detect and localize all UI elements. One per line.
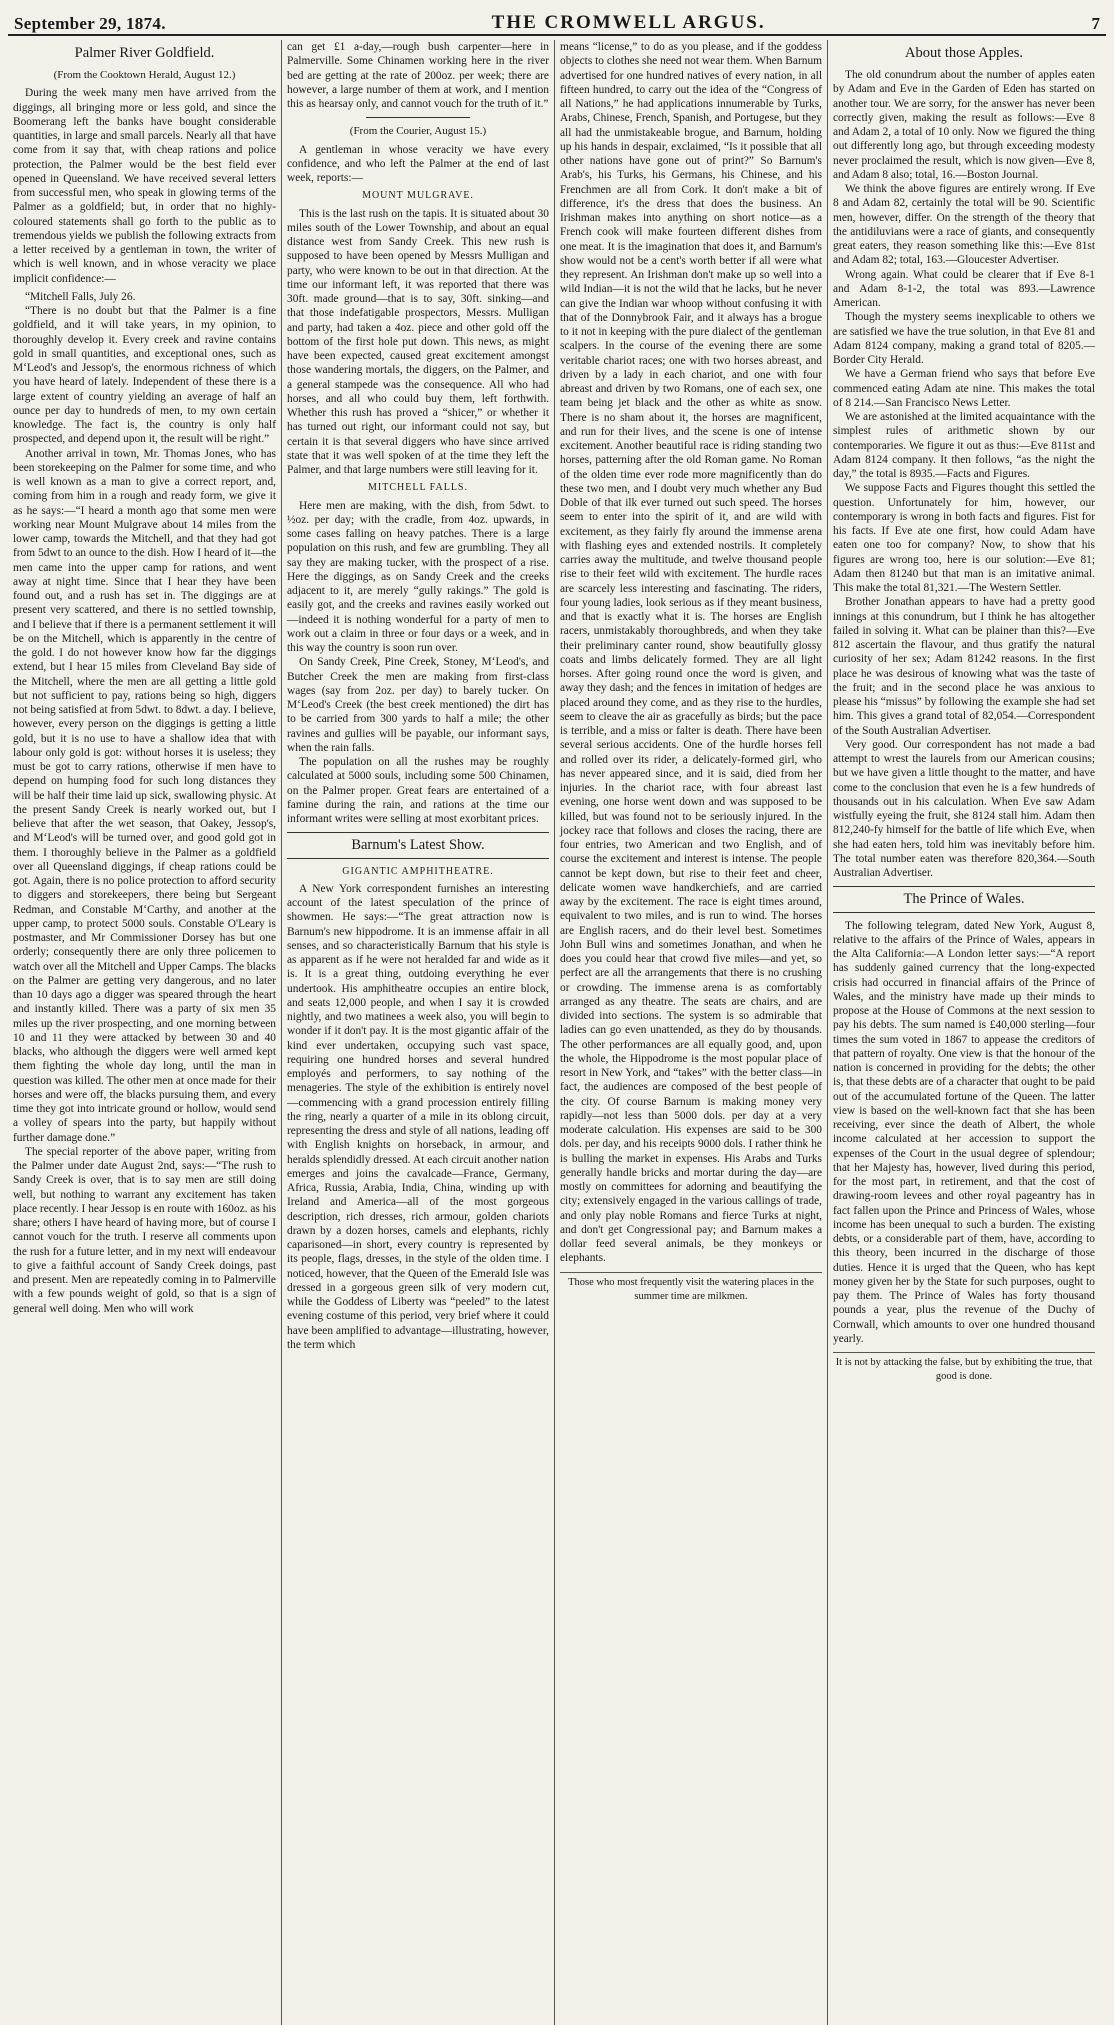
prince-heading: The Prince of Wales. bbox=[833, 886, 1095, 912]
apples-paragraph: Wrong again. What could be clearer that if Eve 8-1 and Adam 8-1-2, the total was 893.—Lawrence American. bbox=[833, 268, 1095, 309]
apples-paragraph: We suppose Facts and Figures thought this settled the question. Unfortunately for him, however, our contemporary is wrong in both facts and figures. Fist for his facts. If Eve ate one first, how could Adam have eaten one too for company? Now, to show that his figures are wrong too, here is our solution:—Eve 81; Adam then 81240 but that man is an imitative animal. This make the total 81,321.—The Western Settler. bbox=[833, 482, 1095, 594]
palmer-paragraph: Another arrival in town, Mr. Thomas Jones, who has been storekeeping on the Palmer for some time, and who is well known as a man to give a correct report, and, coming from him in a rough and ready form, we give it as he says:—“I heard a month ago that some men were working near Mount Mulgrave about 14 miles from the lower camp, towards the Mitchell, and that they had got from 5dwt to an ounce to the dish. How I heard of it—the men came into the upper camp for rations, and went away at night time. Since that I hear they have been found out, and a rush has set in. The diggings are at present very scattered, and there is no settled township, and I believe that if there is a permanent settlement it will be on the Mitchell, which is apparently in the centre of the gold. I do not however know how far the diggings extend, but I hear 15 miles from Cleveland Bay side of the Mitchell, where the men are all getting a little gold but not sufficient to pay, rations being so high, diggers not being satisfied at from 5dwt. to 8dwt. a day. I believe, however, every person on the diggings is getting a little gold, but it is no use to have a shallow idea that with labour only gold is got: without horses it is useless; they must be got to carry rations, otherwise if men have to depend on humping food for such long distances they will be half their time laid up sick, swallowing physic. At the present Sandy Creek is nearly worked out, but I believe that after the wet season, that Oakey, Jessop's, and M‘Leod's will be turned over, and good gold got in them. I thoroughly believe in the Palmer as a goldfield over all Queensland diggings, if cheap rations could be got. Again, there is no police protection to afford security to diggers and storekeepers, there being but Sergeant Redman, and Constable M‘Carthy, and another at the upper camp, to protect 5000 souls. Constable O'Leary is postmaster, and Mr Commissioner Dorsey has but one orderly; consequently there are only three policemen to watch over all the Mitchell and Upper Camps. The blacks on the Palmer are getting very dangerous, and no later than 10 days ago a digger was speared through the heart and instantly killed. There was a party of six men 35 miles up the river prospecting, and one morning between 10 and 11 they were attacked by between 30 and 40 blacks, who although the diggers were well armed kept them fighting the whole day long, until the man in question was killed. The other men at once made for their horses and were off, the blacks pursuing them, and every time they got into intricate ground or hollow, would send a volley of spears into the party, but happily without further damage done.” bbox=[13, 447, 276, 1144]
letter-heading: “Mitchell Falls, July 26. bbox=[25, 290, 136, 303]
barnum-paragraph: A New York correspondent furnishes an interesting account of the latest speculation of the prince of showmen. He says:—“The great attraction now is Barnum's new hippodrome. It is an immense affair in all senses, and so characteristically Barnum that his style is as apparent as if he were not heralded far and wide as it is. It is a great thing, outdoing everything he ever undertook. His amphitheatre occupies an entire block, and seats 12,000 people, and when I say it is crowded nightly, and two matinees a week also, you will begin to wonder if it don't pay. It is the most gigantic affair of the kind ever undertaken, occupying such vast space, requiring one hundred horses and several hundred employés and performers, to say nothing of the menageries. The style of the exhibition is entirely novel—commencing with a grand procession entirely filling the ring, nearly a quarter of a mile in its oblong circuit, representing the dress and style of all nations, leading off with English knights on horseback, in armour, and heralds splendidly dressed. At each circuit another nation emerges and joins the cavalcade—France, Germany, Africa, Russia, Arabia, India, China, winding up with Ireland and America—all of the most gorgeous description, rich dresses, rich armour, golden chariots drawn by a dozen horses, camels and elephants, richly caparisoned—in short, every country is represented by its people, flags, dresses, in the style of the olden time. I noticed, however, that the Queen of the Emerald Isle was dressed in a gorgeous green silk of very modern cut, while the Goddess of Liberty was “peeled” to the latest evening costume of this period, very brief where it could have been amplified to advantage—illustrating, however, the term which bbox=[287, 882, 549, 1351]
apples-heading: About those Apples. bbox=[904, 45, 1023, 61]
section-divider bbox=[366, 117, 471, 118]
apples-paragraph: We think the above figures are entirely wrong. If Eve 8 and Adam 82, certainly the total will be 90. Scientific men, however, differ. On the strength of the theory that the antidiluvians were a race of giants, and consequently great eaters, they reason something like this:—Eve 81st and Adam 82; total, 163.—Gloucester Advertiser. bbox=[833, 183, 1095, 267]
palmer-paragraph: “There is no doubt but that the Palmer is a fine goldfield, and it will take years, in my opinion, to thoroughly develop it. Every creek and ravine contains gold in small quantities, and exceptional ones, such as M‘Leod's and Jessop's, the enormous richness of which you have heard of lately. Independent of these there is a large extent of country yielding an average of half an ounce per day to hundreds of men, to my own certain knowledge. The fact is, the country is only half prospected, and depend upon it, the result will be right.” bbox=[13, 305, 276, 446]
masthead bbox=[8, 4, 1106, 36]
palmer-paragraph: Here men are making, with the dish, from 5dwt. to ½oz. per day; with the cradle, from 4oz. upwards, in some cases falling on heavy patches. There is a large population on this rush, and few are grumbling. They all say they are making tucker, with the prospect of a rise. Here the diggings, as on Sandy Creek and the creeks adjacent to it, are merely “gully rakings.” The gold is easily got, and the creeks and ravines easily worked out—indeed it is nothing wonderful for a party of men to work out a claim in three or four days or a week, and in this way the country is soon run over. bbox=[287, 499, 549, 654]
apples-paragraph: We are astonished at the limited acquaintance with the simplest rules of arithmetic shown by our contemporaries. We figure it out as thus:—Eve 811st and Adam 8124 company. It then follows, “as the night the day,” the total is 8935.—Facts and Figures. bbox=[833, 411, 1095, 480]
apples-paragraph: Very good. Our correspondent has not made a bad attempt to wrest the laurels from our American cousins; but we have given a little thought to the matter, and have come to the conclusion that even he is a few hundreds of thousands out in his calculation. When Eve saw Adam wistfully eyeing the fruit, she 8124 stall him. Adam then 812,240-fy himself for the battle of life which Eve, when she had eaten hers, told him was inevitably before him. The total number eaten was therefore 820,364.—South Australian Advertiser. bbox=[833, 738, 1095, 879]
palmer-paragraph: A gentleman in whose veracity we have every confidence, and who left the Palmer at the end of last week, reports:— bbox=[287, 143, 549, 184]
column-3 bbox=[554, 40, 827, 2025]
columns bbox=[8, 40, 1106, 2025]
palmer-heading: Palmer River Goldfield. bbox=[74, 45, 215, 61]
page-number: 7 bbox=[1091, 14, 1100, 33]
apples-paragraph: The old conundrum about the number of apples eaten by Adam and Eve in the Garden of Eden has started on another tour. We are sorry, for the answer has never been correctly given, making the result as follows:—Eve 8 and Adam 2, a total of 10 only. Now we figured the thing out differently long ago, but through exceeding modesty never proclaimed the result, which is now given—Eve 8, and Adam 8 also; total, 16.—Boston Journal. bbox=[833, 69, 1095, 181]
newspaper-title: THE CROMWELL ARGUS. bbox=[491, 12, 766, 33]
palmer-paragraph: The special reporter of the above paper, writing from the Palmer under date August 2nd, says:—“The rush to Sandy Creek is over, that is to say men are still doing well, but nothing to warrant any excitement has taken place recently. I hear Jessop is en route with 160oz. as his share; others I have heard of having more, but of course I cannot vouch for the truth. I reserve all comments upon the rush for a future letter, and in my next will endeavour to give a faithful account of Sandy Creek doings, past and present. Men are repeatedly coming in to Palmerville with a few pounds weight of gold, so that is a sign of general well doing. Men who will work bbox=[13, 1145, 276, 1315]
barnum-heading: Barnum's Latest Show. bbox=[287, 832, 549, 858]
column-1 bbox=[8, 40, 281, 2025]
palmer-paragraph: On Sandy Creek, Pine Creek, Stoney, M‘Leod's, and Butcher Creek the men are making from first-class wages (say from 2oz. per day) to barely tucker. On M‘Leod's Creek (the best creek mentioned) the dirt has to be carried from 300 yards to half a mile; the other ravines and gullies will be payable, our informant says, when the rain falls. bbox=[287, 656, 549, 754]
palmer-source-courier: (From the Courier, August 15.) bbox=[349, 125, 487, 138]
filler-milkmen: Those who most frequently visit the watering places in the summer time are milkmen. bbox=[560, 1272, 822, 1305]
barnum-paragraph: means “license,” to do as you please, and if the goddess objects to clothes she need not wear them. When Barnum advertised for one hundred natives of every nation, in all fifteen hundred, to carry out the idea of the “Congress of all Nations,” he had applications innumerable by Turks, Arabs, Chinese, French, Spanish, and Portugese, but they all had the unmistakeable brogue, and Barnum, holding up his hands in despair, exclaimed, “Is it possible that all other nations have gone out of print?” So Barnum's Arab's, his Turks, his Germans, his Chinese, and his Frenchmen are all from Cork. It don't make a bit of difference, it's the dress that does the business. An Irishman makes into anything on short notice—as a French cook will make fourteen different dishes from one meat. It is the imagination that does it, and Barnum's show would not be a cent's worth better if all were what they represent. An Irishman don't make up so well into a wild Indian—it is not the wild that he lacks, but he never can give the Indian war whoop without confusing it with that of the Donnybrook Fair, and it always has a brogue to it not in keeping with the pure dialect of the gentleman scalpers. In the course of the evening there are some veritable chariot races; one with two horses abreast, and driven by a lady in each chariot, and one with four abreast and driven by two Romans, one of each sex, one team being jet black and the other as white as snow. There is no sham about it, the horses are magnificent, and run for their lives, and the scene is one of intense excitement. Another beautiful race is riding standing two horses, patterning after the old Roman game. No Roman of the olden time ever rode more magnificently than do these two men, and I doubt very much whether any Bud Doble of that ilk ever turned out such speed. The horses seem to enter into the spirit of it, and are wild with excitement, as they fairly fly around the immense arena with flashing eyes and extended nostrils. It completely carries away the multitude, and twelve thousand people rise to their feet wild with excitement. The hurdle races are scarcely less interesting and fascinating. The riders, four young ladies, look serious as if they meant business, and that is exactly what it is. The horses are English racers, unmistakably thoroughbreds, and when they take their preliminary canter round, show beautifully glossy coats and limbs delicately formed. They are all light horses. After going round once the word is given, and away they dash; and the fences in imitation of hedges are placed around they come, and as they rise to the hurdles, seem to cleave the air as gracefully as birds; but the pace is terrible, and a miss or falter is death. There have been several serious accidents. One of the hurdle horses fell and rolled over its rider, a delicately-formed girl, who has never appeared since, and it is said, died from her injuries. In the chariot race, with four abreast last evening, one horse went down and was supposed to be killed, but was found not to be seriously injured. In the jockey race that follows and closes the racing, there are four entries, two American and two English, and of course the excitement and interest is intense. The people cannot be kept down, but rise to their feet and cheer, delicate women wave handkerchiefs, and are carried away by the excitement. The race is eight times around, equivalent to two miles, and is run to wind. The horses are English racers, and do their level best. Sometimes John Bull wins and sometimes Jonathan, and when he does you could hear that crowd five miles—and yet, so perfect are all the arrangements that there is no crushing or crowding. The immense arena is as comfortably arranged as any theatre. The seats are chairs, and are divided into sections. The system is so admirable that ladies can go even unattended, as they do by thousands. The other performances are all equally good, and, upon the whole, the Hippodrome is the most popular place of resort in New York, and “takes” with the better class—in fact, the audiences are composed of the best people of the city. Of course Barnum is making money very rapidly—not less than 5000 dols. per day at a very moderate calculation. His expenses are said to be 300 dols. per day, and his receipts 9000 dols. I rather think he is bulling the market in expenses. His Arabs and Turks generally handle bricks and mortar during the day—are mostly on committees for adorning and beautifying the city; extensively engaged in the various callings of trade, and only play noble Romans and fierce Turks at night, and don't get Congressional pay; and Barnum makes a dollar feed several animals, be they monkeys or elephants. bbox=[560, 41, 822, 1265]
column-2 bbox=[281, 40, 554, 2025]
issue-date: September 29, 1874. bbox=[14, 14, 166, 33]
column-4 bbox=[827, 40, 1100, 2025]
subheading-amphitheatre: GIGANTIC AMPHITHEATRE. bbox=[342, 865, 494, 877]
palmer-source-herald: (From the Cooktown Herald, August 12.) bbox=[53, 69, 236, 81]
filler-truth: It is not by attacking the false, but by exhibiting the true, that good is done. bbox=[833, 1352, 1095, 1385]
palmer-paragraph: can get £1 a-day,—rough bush carpenter—here in Palmerville. Some Chinamen working here in the river bed are getting at the rate of 200oz. per week; there are however, a large number of them at work, and I mention this as hearsay only, and cannot vouch for the truth of it.” bbox=[287, 41, 549, 110]
apples-paragraph: Though the mystery seems inexplicable to others we are satisfied we have the true solution, in that Eve 81 and Adam 8124 company, making a grand total of 8205.—Border City Herald. bbox=[833, 311, 1095, 366]
palmer-paragraph: This is the last rush on the tapis. It is situated about 30 miles south of the Lower Township, and about an equal distance west from Sandy Creek. This new rush is supposed to have been opened by Messrs Mulligan and party, who were known to be out in that direction. At the time our informant left, it was reported that there was 30ft. made ground—that is to say, 30ft. sinking—and that those indefatigable prospectors, Messrs. Mulligan and party, had taken a 4oz. piece and other gold off the bottom of the first hole put down. This news, as might have been expected, caused great excitement amongst those wandering mortals, the diggers, on the Palmer, and a general stampede was the consequence. All who had horses, and all who could buy them, left forthwith. Whether this rush has proved a “shicer,” or whether it has turned out right, our informant could not say, but certain it is that several diggers who have since arrived state that it was well spoken of at the time they left the Palmer, and that large numbers were still leaving for it. bbox=[287, 207, 549, 476]
palmer-paragraph: During the week many men have arrived from the diggings, all bringing more or less gold, and since the Boomerang left the banks have bought considerable quantities, in large and small parcels. Nearly all that have come from it say that, with cheap rations and police protection, the Palmer would be the best field ever opened in Queensland. We have received several letters from successful men, who speak in glowing terms of the Palmer as a goldfield; but, in order that no highly-coloured statements shall go forth to the public as to tremendous yields we publish the following extracts from a letter received by a gentleman in town, the writer of which is well known, and in whose veracity we place implicit confidence:— bbox=[13, 87, 276, 285]
apples-paragraph: Brother Jonathan appears to have had a pretty good innings at this conundrum, but I think he has altogether failed in solving it. What can be plainer than this?—Eve 812 ascertain the flavour, and thus gratify the natural curiosity of her sex; Adam 81242 reasons. In the first place he was desirous of knowing what was the taste of the fruit; and in the second place he was anxious to please his “missus” by following the example she had set him. This gives a grand total of 82,054.—Correspondent of the South Australian Advertiser. bbox=[833, 596, 1095, 737]
apples-paragraph: We have a German friend who says that before Eve commenced eating Adam ate nine. This makes the total of 8 214.—San Francisco News Letter. bbox=[833, 368, 1095, 409]
subheading-mount-mulgrave: MOUNT MULGRAVE. bbox=[362, 190, 474, 202]
palmer-paragraph: The population on all the rushes may be roughly calculated at 5000 souls, including some 500 Chinamen, on the Palmer proper. Great fears are entertained of a famine during the rain, and rations at the time our informant writes were selling at most exorbitant prices. bbox=[287, 756, 549, 825]
subheading-mitchell-falls: MITCHELL FALLS. bbox=[368, 482, 468, 494]
prince-paragraph: The following telegram, dated New York, August 8, relative to the affairs of the Prince of Wales, appears in the Alta California:—A London letter says:—“A report has suddenly gained currency that the long-expected crisis had occurred in financial affairs of the Prince of Wales, and the ministry have made up their minds to propose at the House of Commons at the next session to pay his debts. The sum named is £40,000 sterling—four times the sum voted in 1867 to appease the creditors of that pattern of royalty. One view is that the honour of the nation is concerned in providing for the debts; the other is, that these debts are of a character that ought to be paid out of the accumulated fortune of the Queen. The latter view is based on the well-known fact that she has been receiving, ever since the death of Albert, the whole income calculated at her accession to support the expenses of the Court in the usual degree of splendour; that her Majesty has, however, lived during this period, for the most part, in retirement, and that the cost of drawing-room levees and other royal pageantry has in fact fallen upon the Prince and Princess of Wales, whose income has been unequal to such a burden. The existing debts, or a considerable part of them, have, according to this theory, been incurred in the discharge of those duties. Hence it is urged that the Queen, who has kept money given her by the State for such purposes, ought to pay them. The Prince of Wales has forty thousand pounds a year, plus the revenue of the Duchy of Cornwall, which amounts to over one hundred thousand yearly. bbox=[833, 919, 1095, 1345]
